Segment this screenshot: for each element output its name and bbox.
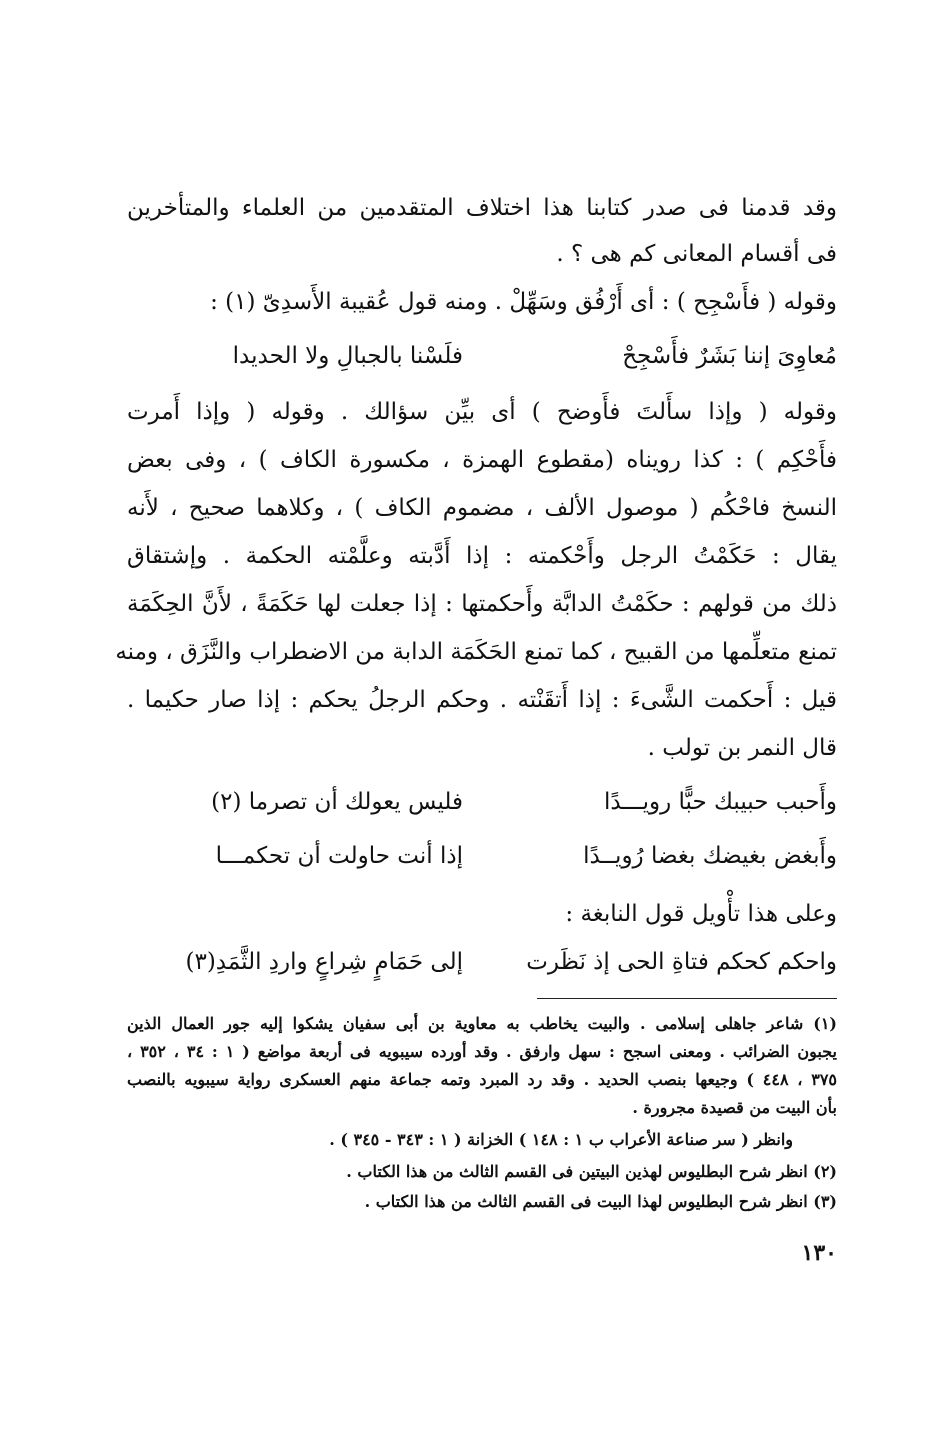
footnote-separator	[537, 998, 837, 999]
footnote-1-line-4: بأن البيت من قصيدة مجرورة .	[632, 1098, 837, 1117]
body-line-2: فى أقسام المعانى كم هى ؟ .	[556, 241, 837, 267]
footnote-1-line-2: يجبون الضرائب . ومعنى اسجح : سهل وارفق . وقد أورده سيبويه فى أربعة مواضع ( ١ : ٣٤ ، ٣٥٢ ،	[127, 1042, 838, 1061]
body-line-1: وقد قدمنا فى صدر كتابنا هذا اختلاف المتقدمين من العلماء والمتأخرين	[127, 195, 837, 221]
para-line-6: تمنع متعلِّمها من القبيح ، كما تمنع الحَكَمَة الدابة من الاضطراب والنَّزَق ، ومنه	[115, 639, 837, 665]
verse2-2-right-hemistich: وأَبغض بغيضك بغضا رُويــدًا	[583, 843, 837, 869]
verse1-left-hemistich: فلَسْنا بالجبالِ ولا الحديدا	[232, 343, 463, 369]
para-line-5: ذلك من قولهم : حكَمْتُ الدابَّة وأَحكمتها : إذا جعلت لها حَكَمَةً ، لأَنَّ الحِكَمَة	[127, 591, 837, 617]
para-line-2: فأَحْكِم ) : كذا رويناه (مقطوع الهمزة ، مكسورة الكاف ) ، وفى بعض	[127, 447, 837, 473]
verse2-2-left-hemistich: إذا أنت حاولت أن تحكمـــا	[215, 843, 463, 869]
verse3-left-hemistich: إلى حَمَامٍ شِراعٍ واردِ الثَّمَدِ(٣)	[185, 949, 463, 975]
verse2-1-right-hemistich: وأَحبب حبيبك حبًّا رويـــدًا	[603, 789, 837, 815]
body-line-3: وقوله ( فأَسْجِح ) : أى أَرْفُق وسَهِّلْ . ومنه قول عُقيبة الأَسدِىّ (١) :	[210, 289, 837, 315]
footnote-2: (٢) انظر شرح البطليوس لهذين البيتين فى القسم الثالث من هذا الكتاب .	[346, 1162, 837, 1181]
para-line-8: قال النمر بن تولب .	[647, 735, 837, 761]
para-line-4: يقال : حَكَمْتُ الرجل وأَحْكمته : إذا أَدَّبته وعلَّمْته الحكمة . وإشتقاق	[127, 543, 837, 569]
verse1-right-hemistich: مُعاوِىَ إننا بَشَرٌ فأَسْجِحْ	[622, 343, 837, 369]
footnote-1-line-5: وانظر ( سر صناعة الأعراب ب ١ : ١٤٨ ) الخزانة ( ١ : ٣٤٣ - ٣٤٥ ) .	[329, 1130, 793, 1149]
verse3-right-hemistich: واحكم كحكم فتاةِ الحى إذ نَظَرت	[526, 949, 837, 975]
para-line-3: النسخ فاحْكُم ( موصول الألف ، مضموم الكاف ) ، وكلاهما صحيح ، لأَنه	[127, 495, 837, 521]
verse2-1-left-hemistich: فليس يعولك أن تصرما (٢)	[211, 789, 463, 815]
page-number: ١٣٠	[801, 1240, 837, 1266]
footnote-3: (٣) انظر شرح البطليوس لهذا البيت فى القسم الثالث من هذا الكتاب .	[364, 1192, 837, 1211]
para-line-1: وقوله ( وإذا سأَلتَ فأَوضح ) أى بيِّن سؤالك . وقوله ( وإذا أَمرت	[127, 399, 837, 425]
body-after-verse: وعلى هذا تأْويل قول النابغة :	[565, 901, 837, 927]
para-line-7: قيل : أَحكمت الشَّىءَ : إذا أَتقَنْته . وحكم الرجلُ يحكم : إذا صار حكيما .	[127, 687, 837, 713]
footnote-1-line-1: (١) شاعر جاهلى إسلامى . والبيت يخاطب به معاوية بن أبى سفيان يشكوا إليه جور العمال الذين	[127, 1014, 837, 1033]
footnote-1-line-3: ٣٧٥ ، ٤٤٨ ) وجيعها بنصب الحديد . وقد رد المبرد وتمه جماعة منهم العسكرى رواية سيبويه بالنصب	[127, 1070, 838, 1089]
